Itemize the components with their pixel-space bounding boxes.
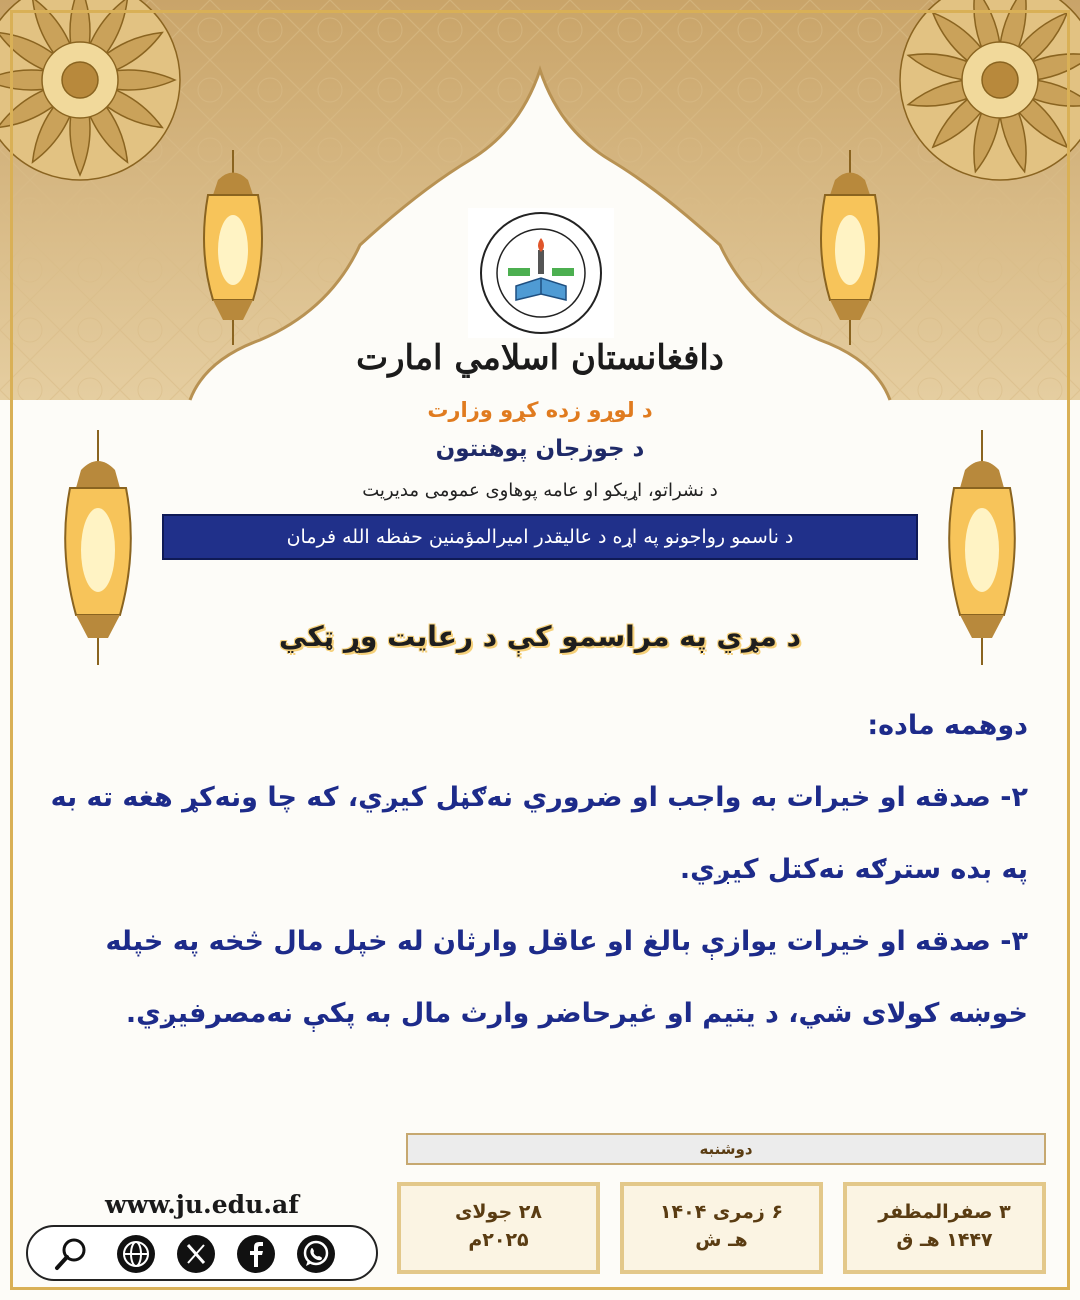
hijri-date-line1: ۳ صفرالمظفر <box>878 1201 1011 1223</box>
decree-banner: د ناسمو رواجونو په اړه د عالیقدر امیرالمؤمنین حفظه الله فرمان <box>162 514 918 560</box>
search-icon[interactable] <box>52 1235 90 1273</box>
article-body <box>50 690 1028 1050</box>
gregorian-date-line2: ۲۰۲۵م <box>468 1229 529 1251</box>
university-title: د جوزجان پوهنتون <box>435 436 645 462</box>
article-heading: دوهمه ماده: <box>867 710 1028 741</box>
social-bar <box>26 1225 378 1281</box>
hijri-date-line2: ۱۴۴۷ هـ ق <box>896 1229 993 1251</box>
university-logo <box>468 208 614 338</box>
solar-date-line2: هـ ش <box>695 1229 748 1251</box>
solar-date-line1: ۶ زمری ۱۴۰۴ <box>659 1201 784 1223</box>
facebook-icon[interactable] <box>236 1234 276 1274</box>
gregorian-date-line1: ۲۸ جولای <box>455 1201 542 1223</box>
article-paragraph: ۲- صدقه او خیرات به واجب او ضروري نه‌ګڼل کیږي، که چا ونه‌کړ هغه ته به په بده سترګه نه‌کتل کیږي. <box>50 782 1028 885</box>
globe-icon[interactable] <box>116 1234 156 1274</box>
headline: د مړي په مراسمو کې د رعایت وړ ټکي <box>278 620 802 653</box>
whatsapp-icon[interactable] <box>296 1234 336 1274</box>
directorate-title: د نشراتو، اړیکو او عامه پوهاوی عمومی مدیریت <box>362 480 718 501</box>
day-label: دوشنبه <box>406 1133 1046 1165</box>
emirate-title: دافغانستان اسلامي امارت <box>356 338 724 378</box>
website-link[interactable]: www.ju.edu.af <box>105 1190 299 1219</box>
gregorian-date-box <box>397 1182 600 1274</box>
article-paragraph: ۳- صدقه او خیرات یوازې بالغ او عاقل وارثان له خپل مال څخه په خپله خوښه کولای شي، د یتیم او غیرحاضر وارث مال به پکې نه‌مصرفیږي. <box>105 926 1028 1029</box>
x-icon[interactable] <box>176 1234 216 1274</box>
solar-date-box <box>620 1182 823 1274</box>
hijri-date-box <box>843 1182 1046 1274</box>
ministry-title: د لوړو زده کړو وزارت <box>427 398 653 422</box>
